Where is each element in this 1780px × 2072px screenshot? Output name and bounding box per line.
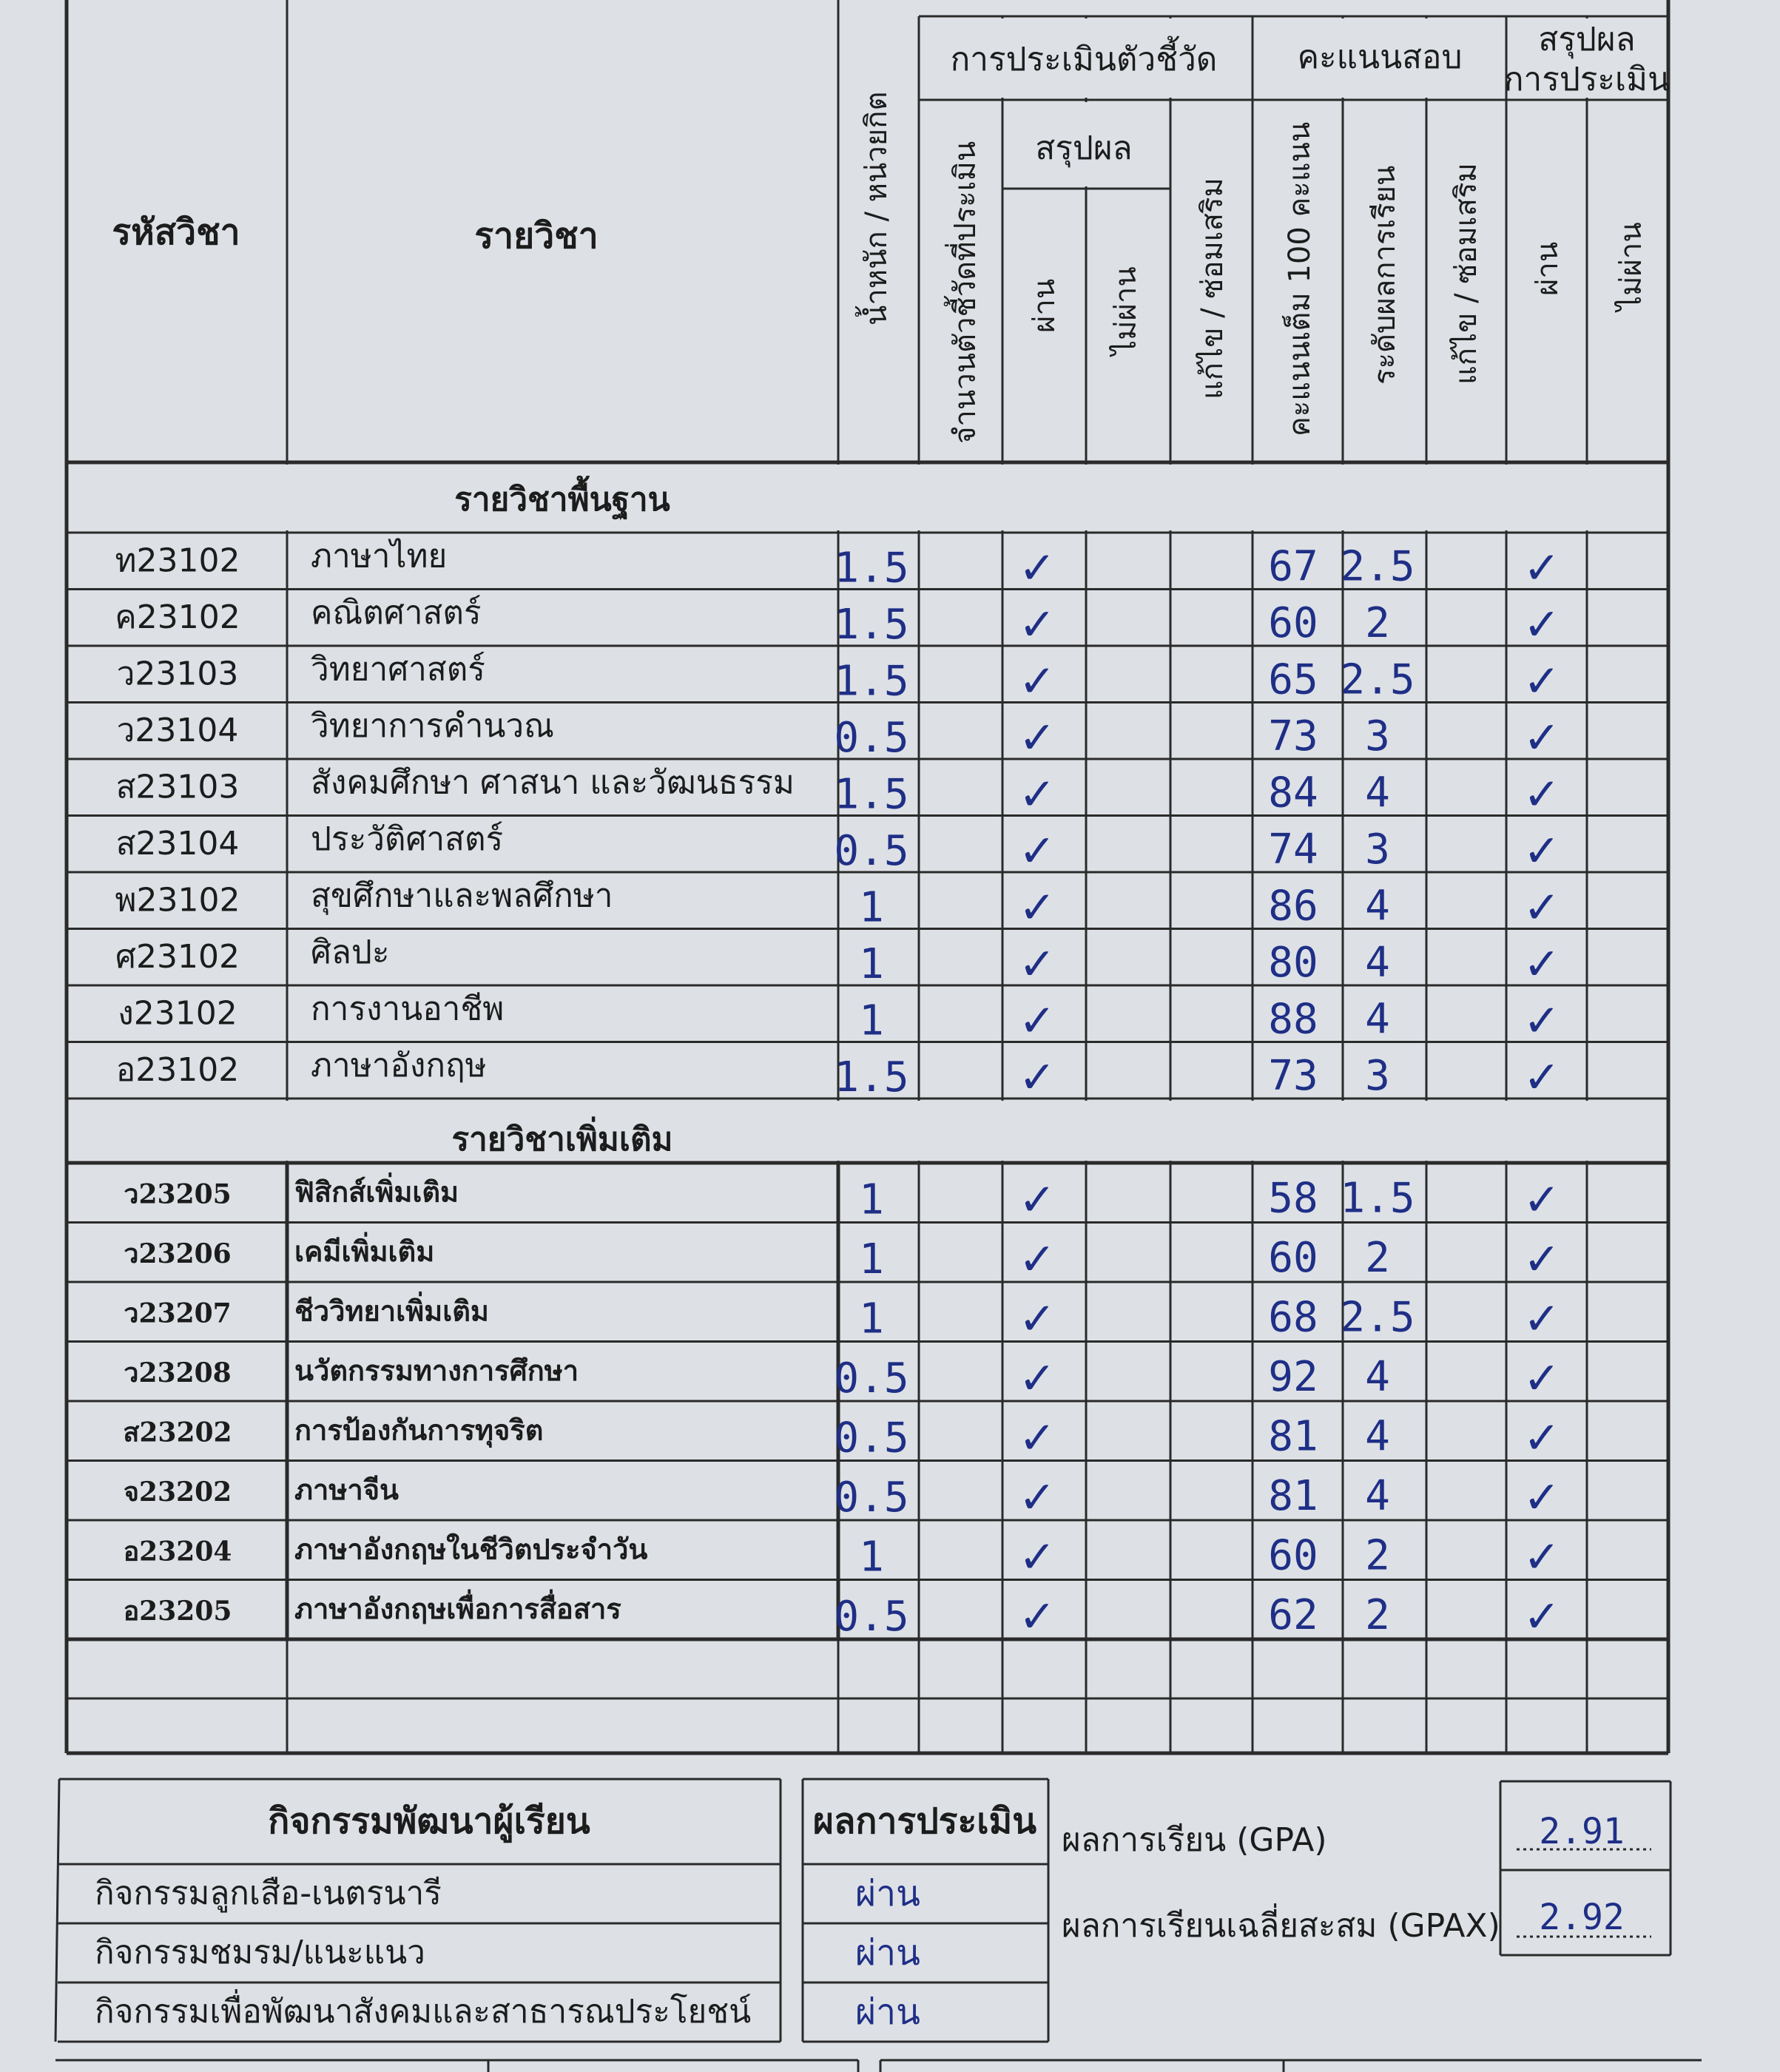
indicator-pass-tick: ✓ (1018, 1174, 1056, 1226)
subject-weight: 0.5 (834, 1473, 909, 1522)
indicator-pass-tick: ✓ (1018, 1051, 1056, 1104)
exam-score: 65 (1268, 655, 1318, 704)
subject-weight: 1.5 (834, 544, 909, 593)
gpa-value: 2.91 (1539, 1811, 1625, 1852)
basic-section-title: รายวิชาพื้นฐาน (454, 481, 670, 519)
grade-level: 4 (1365, 1352, 1390, 1401)
table-row (123, 1412, 1560, 1464)
grade-level: 2 (1365, 598, 1390, 647)
grade-level: 4 (1365, 995, 1390, 1044)
indicator-group-header: การประเมินตัวชี้วัด (950, 41, 1218, 78)
activity-result: ผ่าน (855, 1991, 920, 2033)
exam-score: 73 (1268, 712, 1318, 760)
gpax-value: 2.92 (1539, 1897, 1625, 1938)
exam-score: 92 (1268, 1352, 1318, 1401)
indicator-count-header: จำนวนตัวชี้วัดที่ประเมิน (948, 141, 982, 444)
subject-code: ง23102 (118, 994, 237, 1033)
subject-name: ภาษาจีน (294, 1472, 400, 1506)
exam-score: 84 (1268, 769, 1318, 817)
result-pass-tick: ✓ (1523, 1051, 1561, 1104)
subject-weight: 0.5 (834, 1354, 909, 1403)
table-row (124, 1172, 1560, 1226)
subject-code: อ23102 (115, 1050, 240, 1089)
subject-name: ภาษาอังกฤษเพื่อการสื่อสาร (294, 1591, 621, 1625)
exam-score: 80 (1268, 938, 1318, 987)
subject-weight: 0.5 (834, 1414, 909, 1462)
activity-name: กิจกรรมชมรม/แนะแนว (95, 1934, 425, 1971)
subject-code: ว23103 (116, 655, 239, 693)
result-group-header-line1: สรุปผล (1538, 21, 1636, 58)
subject-weight: 1 (859, 1175, 884, 1224)
activity-result: ผ่าน (855, 1873, 920, 1914)
exam-score: 58 (1268, 1174, 1318, 1223)
grade-level: 2 (1365, 1590, 1390, 1639)
subject-code: อ23205 (123, 1595, 232, 1627)
result-pass-tick: ✓ (1523, 1174, 1561, 1226)
subject-name: การงานอาชีพ (311, 990, 505, 1028)
grade-level: 3 (1365, 1051, 1390, 1100)
grade-level: 2 (1365, 1531, 1390, 1580)
exam-score: 67 (1268, 542, 1318, 591)
result-group-header-line2: การประเมิน (1503, 61, 1671, 98)
result-pass-tick: ✓ (1523, 1531, 1561, 1584)
exam-score: 73 (1268, 1051, 1318, 1100)
grade-level: 2.5 (1340, 655, 1415, 704)
subject-code: ส23202 (123, 1417, 232, 1448)
grade-level: 3 (1365, 825, 1390, 874)
result-pass-tick: ✓ (1523, 598, 1561, 651)
subject-name: เคมีเพิ่มเติม (294, 1234, 435, 1268)
indicator-pass-tick: ✓ (1018, 1293, 1056, 1346)
exam-remedial-header: แก้ไข / ซ่อมเสริม (1449, 163, 1483, 385)
subject-code: ว23205 (124, 1178, 232, 1210)
indicator-pass-header: ผ่าน (1028, 278, 1062, 333)
additional-subject-rows (123, 1172, 1560, 1643)
result-pass-tick: ✓ (1523, 938, 1561, 991)
subject-name: วิทยาการคำนวณ (311, 706, 554, 745)
subject-weight: 1 (859, 1235, 884, 1283)
activity-row (95, 1873, 920, 1914)
subject-code: ว23104 (116, 711, 239, 749)
indicator-remedial-header: แก้ไข / ซ่อมเสริม (1196, 178, 1230, 399)
indicator-pass-tick: ✓ (1018, 598, 1056, 651)
table-row (124, 1531, 1561, 1583)
subject-code: ว23208 (124, 1357, 232, 1388)
exam-score: 86 (1268, 882, 1318, 931)
grade-level: 2 (1365, 1233, 1390, 1282)
indicator-pass-tick: ✓ (1018, 825, 1056, 877)
activity-name: กิจกรรมลูกเสือ-เนตรนารี (95, 1874, 442, 1912)
subject-weight: 1.5 (834, 600, 909, 649)
subject-code: ศ23102 (115, 937, 240, 976)
indicator-pass-tick: ✓ (1018, 1531, 1056, 1584)
result-pass-header: ผ่าน (1531, 241, 1565, 296)
exam-score: 81 (1268, 1471, 1318, 1520)
activity-row (95, 1988, 920, 2033)
result-pass-tick: ✓ (1523, 882, 1561, 934)
subject-name: ภาษาอังกฤษ (311, 1046, 487, 1084)
exam-score: 88 (1268, 995, 1318, 1044)
exam-score: 74 (1268, 825, 1318, 874)
result-pass-tick: ✓ (1523, 1233, 1561, 1286)
table-row (117, 650, 1560, 707)
subject-weight: 0.5 (834, 713, 909, 762)
subject-name: คณิตศาสตร์ (311, 593, 482, 632)
subject-name: สุขศึกษาและพลศึกษา (311, 877, 613, 915)
subject-code: จ23202 (123, 1476, 232, 1508)
additional-section-title: รายวิชาเพิ่มเติม (451, 1121, 673, 1158)
exam-score: 60 (1268, 1233, 1318, 1282)
subject-weight: 1.5 (834, 1053, 909, 1101)
grade-level: 2.5 (1340, 542, 1415, 591)
subject-weight: 1 (859, 1295, 884, 1343)
subject-column-header: รายวิชา (474, 215, 599, 257)
result-pass-tick: ✓ (1523, 1352, 1561, 1405)
exam-score: 81 (1268, 1412, 1318, 1461)
grade-level: 4 (1365, 1471, 1390, 1520)
indicator-pass-tick: ✓ (1018, 769, 1056, 821)
subject-code: พ23102 (115, 881, 240, 919)
grade-level: 2.5 (1340, 1293, 1415, 1342)
result-pass-tick: ✓ (1523, 825, 1561, 877)
result-pass-tick: ✓ (1523, 769, 1561, 821)
table-row (124, 1353, 1560, 1405)
result-fail-header: ไม่ผ่าน (1614, 222, 1648, 311)
subject-name: ชีววิทยาเพิ่มเติม (294, 1294, 489, 1328)
indicator-pass-tick: ✓ (1018, 1412, 1056, 1465)
subject-weight: 1.5 (834, 770, 909, 819)
table-row (124, 1589, 1561, 1643)
exam-score: 62 (1268, 1590, 1318, 1639)
result-pass-tick: ✓ (1523, 1471, 1561, 1524)
subject-code: ว23206 (124, 1238, 232, 1269)
result-pass-tick: ✓ (1523, 1293, 1561, 1346)
subject-weight: 0.5 (834, 826, 909, 875)
activities-result-title: ผลการประเมิน (812, 1801, 1037, 1842)
indicator-pass-tick: ✓ (1018, 655, 1056, 708)
exam-score: 68 (1268, 1293, 1318, 1342)
subject-name: ประวัติศาสตร์ (311, 820, 504, 858)
subject-weight: 1 (859, 1533, 884, 1582)
subject-name: สังคมศึกษา ศาสนา และวัฒนธรรม (311, 763, 795, 802)
subject-weight: 0.5 (834, 1592, 909, 1641)
table-row (115, 537, 1561, 594)
exam-score: 60 (1268, 1531, 1318, 1580)
grade-level: 1.5 (1340, 1174, 1415, 1223)
table-row (124, 1232, 1560, 1286)
exam-score: 60 (1268, 598, 1318, 647)
indicator-pass-tick: ✓ (1018, 1471, 1056, 1524)
subject-code: ส23104 (115, 824, 240, 863)
subject-code: ค23102 (115, 598, 240, 636)
activity-name: กิจกรรมเพื่อพัฒนาสังคมและสาธารณประโยชน์ (95, 1993, 752, 2031)
subject-name: ภาษาไทย (311, 537, 448, 576)
table-row (124, 1291, 1560, 1345)
subject-weight: 1 (859, 996, 884, 1045)
result-pass-tick: ✓ (1523, 1590, 1561, 1643)
weight-column-header: น้ำหนัก / หน่วยกิต (860, 91, 894, 325)
subject-code: ท23102 (115, 541, 240, 580)
indicator-pass-tick: ✓ (1018, 712, 1056, 764)
subject-name: ภาษาอังกฤษในชีวิตประจำวัน (294, 1532, 648, 1566)
subject-name: การป้องกันการทุจริต (294, 1413, 544, 1447)
indicator-pass-tick: ✓ (1018, 1590, 1056, 1643)
activity-row (95, 1932, 920, 1974)
grade-level: 4 (1365, 769, 1390, 817)
subject-weight: 1 (859, 883, 884, 932)
gpa-label: ผลการเรียน (GPA) (1062, 1821, 1327, 1859)
indicator-pass-tick: ✓ (1018, 995, 1056, 1047)
grade-level: 3 (1365, 712, 1390, 760)
indicator-summary-header: สรุปผล (1035, 129, 1133, 167)
subject-name: นวัตกรรมทางการศึกษา (294, 1353, 579, 1387)
code-column-header: รหัสวิชา (112, 212, 240, 253)
gpax-label: ผลการเรียนเฉลี่ยสะสม (GPAX) (1062, 1907, 1500, 1945)
table-row (124, 1472, 1560, 1524)
grade-level: 4 (1365, 938, 1390, 987)
subject-weight: 1 (859, 939, 884, 988)
subject-code: ว23207 (124, 1297, 232, 1329)
indicator-pass-tick: ✓ (1018, 938, 1056, 991)
exam-group-header: คะแนนสอบ (1297, 38, 1463, 76)
subject-code: ส23103 (115, 768, 240, 806)
subject-name: ศิลปะ (311, 933, 390, 971)
subject-name: ฟิสิกส์เพิ่มเติม (294, 1175, 459, 1209)
indicator-pass-tick: ✓ (1018, 882, 1056, 934)
gpa-summary (1062, 1811, 1651, 1945)
score-100-header: คะแนนเต็ม 100 คะแนน (1283, 121, 1317, 436)
result-pass-tick: ✓ (1523, 1412, 1561, 1465)
activities-title: กิจกรรมพัฒนาผู้เรียน (268, 1801, 590, 1842)
result-pass-tick: ✓ (1523, 712, 1561, 764)
subject-weight: 1.5 (834, 657, 909, 706)
indicator-pass-tick: ✓ (1018, 542, 1056, 595)
grade-level: 4 (1365, 1412, 1390, 1461)
indicator-pass-tick: ✓ (1018, 1352, 1056, 1405)
subject-name: วิทยาศาสตร์ (311, 650, 485, 689)
result-pass-tick: ✓ (1523, 655, 1561, 708)
activity-result: ผ่าน (855, 1932, 920, 1974)
indicator-fail-header: ไม่ผ่าน (1109, 266, 1143, 355)
result-pass-tick: ✓ (1523, 542, 1561, 595)
grade-level: 4 (1365, 882, 1390, 931)
subject-code: อ23204 (123, 1536, 232, 1568)
indicator-pass-tick: ✓ (1018, 1233, 1056, 1286)
result-pass-tick: ✓ (1523, 995, 1561, 1047)
grade-level-header: ระดับผลการเรียน (1368, 165, 1402, 385)
